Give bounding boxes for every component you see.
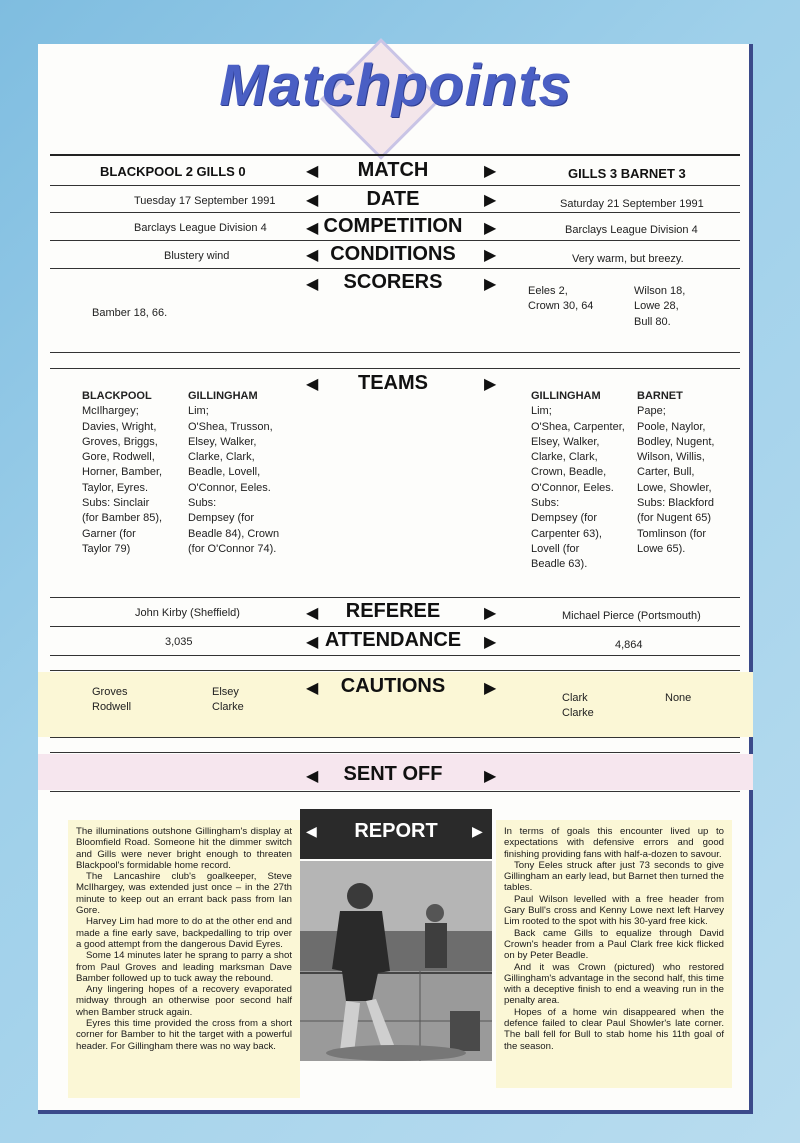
- cautions-right-home: [562, 691, 594, 722]
- team-line: (for O'Connor 74).: [188, 542, 277, 555]
- team-line: McIlhargey;: [82, 405, 139, 418]
- divider: [50, 352, 740, 353]
- team-line: Beadle 63).: [531, 558, 588, 571]
- row-label-match: MATCH: [357, 159, 429, 181]
- report-paragraph: The Lancashire club's goalkeeper, Steve McIlhargey, was extended just once – in the 27th minute to keep out an errant back pass from Ian Gore.: [76, 871, 292, 917]
- team-line: Pape;: [637, 405, 666, 418]
- team-barnet: [637, 389, 714, 557]
- team-line: Subs: Blackford: [637, 497, 715, 510]
- team-heading: GILLINGHAM: [531, 390, 601, 402]
- arrow-right-icon: ▶: [484, 220, 497, 237]
- row-label-teams: TEAMS: [358, 372, 428, 394]
- report-paragraph: Tony Eeles struck after just 73 seconds to give Gillingham an early lead, but Barnet then turned the tables.: [504, 859, 724, 894]
- report-header: [300, 809, 492, 859]
- team-line: Davies, Wright,: [82, 420, 157, 433]
- report-paragraph: Back came Gills to equalize through David Crown's header from a Paul Clark free kick flicked on by Peter Beadle.: [504, 927, 724, 962]
- report-paragraph: In terms of goals this encounter lived up to expectations with defensive errors and good finishing providing fans with half-a-dozen to savour.: [504, 826, 724, 860]
- scorers-left: Bamber 18, 66.: [92, 307, 168, 319]
- date-right: Saturday 21 September 1991: [560, 198, 704, 210]
- arrow-left-icon: ◀: [306, 247, 319, 264]
- team-line: Subs:: [188, 497, 217, 510]
- player-photo-illustration: [300, 861, 492, 1061]
- scorer-line: Bull 80.: [634, 315, 671, 328]
- page-title: Matchpoints: [219, 53, 572, 118]
- arrow-right-icon: ▶: [472, 823, 483, 839]
- divider: [50, 737, 740, 738]
- arrow-right-icon: ▶: [484, 192, 497, 209]
- arrow-right-icon: ▶: [484, 768, 497, 785]
- attendance-right: 4,864: [615, 639, 643, 651]
- divider: [50, 597, 740, 598]
- divider: [50, 185, 740, 186]
- conditions-left: Blustery wind: [164, 250, 230, 262]
- scorer-line: Eeles 2,: [528, 285, 568, 297]
- team-line: O'Shea, Trusson,: [188, 420, 273, 433]
- caution-name: Clark: [562, 692, 588, 704]
- team-line: Lim;: [531, 405, 552, 418]
- scorers-right-home: [528, 284, 593, 315]
- match-right: GILLS 3 BARNET 3: [568, 166, 686, 181]
- scorer-line: Lowe 28,: [634, 300, 679, 313]
- referee-right: Michael Pierce (Portsmouth): [562, 610, 701, 622]
- divider: [50, 626, 740, 627]
- row-label-scorers: SCORERS: [343, 271, 443, 293]
- team-line: Beadle, Lovell,: [188, 466, 261, 479]
- row-label-sent-off: SENT OFF: [343, 763, 443, 785]
- report-label: REPORT: [354, 820, 438, 842]
- report-paragraph: Some 14 minutes later he sprang to parry a shot from Paul Groves and leading marksman Dave Bamber followed up to tuck away the rebound.: [76, 950, 292, 984]
- report-paragraph: Any lingering hopes of a recovery evaporated midway through an otherwise poor second half when Bamber struck again.: [76, 984, 292, 1018]
- team-line: O'Connor, Eeles.: [188, 481, 271, 494]
- team-gillingham-home: [531, 389, 625, 573]
- team-heading: GILLINGHAM: [188, 390, 258, 402]
- report-column-left: [68, 820, 300, 1098]
- caution-name: Clarke: [212, 701, 244, 714]
- team-line: Carpenter 63),: [531, 527, 602, 540]
- arrow-left-icon: ◀: [306, 376, 319, 393]
- arrow-left-icon: ◀: [306, 605, 319, 622]
- row-label-competition: COMPETITION: [323, 215, 463, 237]
- divider: [50, 154, 740, 156]
- caution-name: Groves: [92, 686, 128, 698]
- divider: [50, 212, 740, 213]
- title-area: [38, 44, 753, 149]
- team-line: Elsey, Walker,: [531, 435, 600, 448]
- team-line: Subs:: [531, 497, 560, 510]
- team-line: Horner, Bamber,: [82, 466, 163, 479]
- team-line: Carter, Bull,: [637, 466, 695, 479]
- team-line: Gore, Rodwell,: [82, 451, 155, 464]
- arrow-left-icon: ◀: [306, 768, 319, 785]
- conditions-right: Very warm, but breezy.: [572, 253, 684, 265]
- arrow-right-icon: ▶: [484, 605, 497, 622]
- row-label-date: DATE: [366, 188, 420, 210]
- team-line: Beadle 84), Crown: [188, 527, 280, 540]
- row-label-referee: REFEREE: [345, 600, 441, 622]
- team-line: Poole, Naylor,: [637, 420, 706, 433]
- arrow-right-icon: ▶: [484, 247, 497, 264]
- arrow-right-icon: ▶: [484, 634, 497, 651]
- report-paragraph: Eyres this time provided the cross from a short corner for Bamber to hit the target with a powerful header. For Gillingham there was no way back.: [76, 1018, 292, 1052]
- arrow-left-icon: ◀: [306, 634, 319, 651]
- arrow-left-icon: ◀: [306, 163, 319, 180]
- programme-page: [38, 44, 753, 1114]
- report-column-right: [496, 820, 732, 1088]
- scorer-line: Wilson 18,: [634, 285, 686, 297]
- team-heading: BARNET: [637, 390, 683, 402]
- team-line: Subs: Sinclair: [82, 497, 150, 510]
- team-line: Clarke, Clark,: [188, 451, 255, 464]
- team-line: Dempsey (for: [531, 512, 598, 525]
- caution-name: Clarke: [562, 707, 594, 720]
- cautions-left-away: [212, 685, 244, 716]
- divider: [50, 240, 740, 241]
- team-line: Elsey, Walker,: [188, 435, 257, 448]
- team-line: Lowe 65).: [637, 542, 686, 555]
- row-label-attendance: ATTENDANCE: [324, 629, 462, 651]
- team-gillingham-away: [188, 389, 279, 557]
- team-line: Bodley, Nugent,: [637, 435, 715, 448]
- arrow-left-icon: ◀: [306, 680, 319, 697]
- date-left: Tuesday 17 September 1991: [134, 195, 276, 207]
- scorers-right-away: [634, 284, 685, 330]
- row-label-conditions: CONDITIONS: [330, 243, 456, 265]
- team-line: Taylor 79): [82, 542, 131, 555]
- team-line: Groves, Briggs,: [82, 435, 158, 448]
- team-line: (for Nugent 65): [637, 512, 711, 525]
- team-line: Lim;: [188, 405, 209, 418]
- divider: [50, 368, 740, 369]
- team-line: Wilson, Willis,: [637, 451, 705, 464]
- report-paragraph: And it was Crown (pictured) who restored Gillingham's advantage in the second half, this time with a deceptive finish to end a weaving run in the penalty area.: [504, 961, 724, 1007]
- caution-name: Elsey: [212, 686, 239, 698]
- arrow-left-icon: ◀: [306, 220, 319, 237]
- row-label-cautions: CAUTIONS: [340, 675, 446, 697]
- divider: [50, 670, 740, 671]
- arrow-right-icon: ▶: [484, 680, 497, 697]
- competition-left: Barclays League Division 4: [134, 222, 267, 234]
- report-paragraph: Hopes of a home win disappeared when the defence failed to clear Paul Showler's late corner. The ball fell for Bull to stab home his 11th goal of the season.: [504, 1006, 724, 1052]
- team-line: Lowe, Showler,: [637, 481, 712, 494]
- team-line: O'Shea, Carpenter,: [531, 420, 625, 433]
- team-line: Taylor, Eyres.: [82, 481, 149, 494]
- team-heading: BLACKPOOL: [82, 390, 152, 402]
- arrow-left-icon: ◀: [306, 276, 319, 293]
- scorer-line: Crown 30, 64: [528, 300, 594, 313]
- divider: [50, 752, 740, 753]
- team-line: Lovell (for: [531, 542, 580, 555]
- team-line: Garner (for: [82, 527, 136, 540]
- arrow-left-icon: ◀: [306, 192, 319, 209]
- arrow-right-icon: ▶: [484, 163, 497, 180]
- caution-name: Rodwell: [92, 701, 132, 714]
- team-line: (for Bamber 85),: [82, 512, 163, 525]
- team-line: Dempsey (for: [188, 512, 255, 525]
- arrow-right-icon: ▶: [484, 376, 497, 393]
- report-paragraph: Paul Wilson levelled with a free header from Gary Bull's cross and Kenny Lowe next left Harvey Lim rooted to the spot with his 30-yard free kick.: [504, 893, 724, 928]
- divider: [50, 791, 740, 792]
- team-line: Crown, Beadle,: [531, 466, 607, 479]
- match-photo: [300, 861, 492, 1061]
- team-blackpool: [82, 389, 162, 557]
- divider: [50, 655, 740, 656]
- arrow-left-icon: ◀: [306, 823, 317, 839]
- match-left: BLACKPOOL 2 GILLS 0: [100, 164, 246, 179]
- team-line: O'Connor, Eeles.: [531, 481, 614, 494]
- referee-left: John Kirby (Sheffield): [135, 607, 240, 619]
- team-line: Clarke, Clark,: [531, 451, 598, 464]
- cautions-left-home: [92, 685, 131, 716]
- arrow-right-icon: ▶: [484, 276, 497, 293]
- cautions-right-away: None: [665, 692, 692, 704]
- report-paragraph: Harvey Lim had more to do at the other end and made a fine early save, backpedalling to trip over a good attempt from the dangerous David Eyres.: [76, 916, 292, 950]
- divider: [50, 268, 740, 269]
- attendance-left: 3,035: [165, 636, 193, 648]
- competition-right: Barclays League Division 4: [565, 224, 698, 236]
- report-paragraph: The illuminations outshone Gillingham's display at Bloomfield Road. Someone hit the dimmer switch and Gills were never bright enough to threaten Blackpool's formidable home record.: [76, 826, 292, 871]
- team-line: Tomlinson (for: [637, 527, 707, 540]
